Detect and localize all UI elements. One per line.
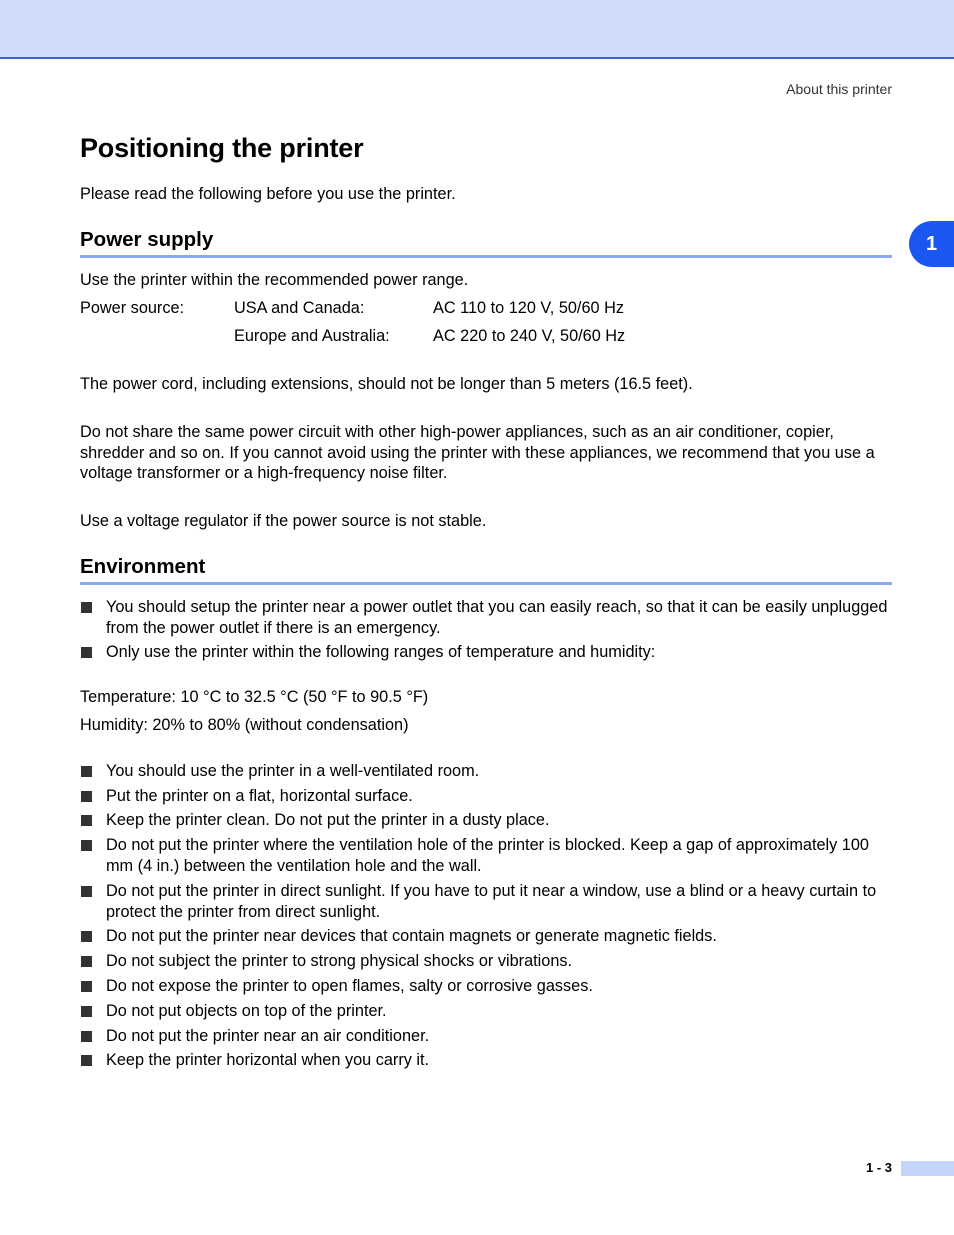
bullet-square-icon xyxy=(81,981,92,992)
bullet-square-icon xyxy=(81,1006,92,1017)
bullet-square-icon xyxy=(81,647,92,658)
list-item: Do not put the printer near an air conditioner. xyxy=(80,1026,892,1047)
power-circuit-paragraph: Do not share the same power circuit with other high-power appliances, such as an air conditioner, copier, shredder and so on. If you cannot avoid using the printer with these appliances, we recommend that you use a voltage transformer or a high-frequency noise filter. xyxy=(80,423,875,482)
chapter-tab: 1 xyxy=(909,221,954,267)
voltage-regulator-paragraph: Use a voltage regulator if the power source is not stable. xyxy=(80,512,487,530)
power-value: AC 220 to 240 V, 50/60 Hz xyxy=(433,327,626,345)
header-band xyxy=(0,0,954,59)
power-region: Europe and Australia: xyxy=(234,327,390,345)
power-cord-paragraph: The power cord, including extensions, should not be longer than 5 meters (16.5 feet). xyxy=(80,375,693,393)
bullet-square-icon xyxy=(81,766,92,777)
footer-band xyxy=(901,1161,954,1176)
page-title: Positioning the printer xyxy=(80,133,364,163)
bullet-square-icon xyxy=(81,956,92,967)
bullet-square-icon xyxy=(81,602,92,613)
list-item: Keep the printer clean. Do not put the printer in a dusty place. xyxy=(80,810,892,831)
running-header: About this printer xyxy=(786,81,892,97)
list-item: You should use the printer in a well-ventilated room. xyxy=(80,761,892,782)
power-value: AC 110 to 120 V, 50/60 Hz xyxy=(433,299,624,317)
bullet-square-icon xyxy=(81,1055,92,1066)
power-source-label: Power source: xyxy=(80,299,185,317)
power-range-text: Use the printer within the recommended power range. xyxy=(80,271,469,289)
list-item: Do not put the printer in direct sunlight. If you have to put it near a window, use a blind or a heavy curtain to protect the printer from direct sunlight. xyxy=(80,881,892,922)
list-item: Keep the printer horizontal when you carry it. xyxy=(80,1050,892,1071)
humidity-range: Humidity: 20% to 80% (without condensation) xyxy=(80,716,409,734)
temperature-range: Temperature: 10 °C to 32.5 °C (50 °F to 90.5 °F) xyxy=(80,688,429,706)
environment-heading: Environment xyxy=(80,555,892,585)
list-item: Do not put the printer near devices that contain magnets or generate magnetic fields. xyxy=(80,926,892,947)
bullet-square-icon xyxy=(81,1031,92,1042)
bullet-square-icon xyxy=(81,815,92,826)
power-region: USA and Canada: xyxy=(234,299,365,317)
list-item: Do not put the printer where the ventilation hole of the printer is blocked. Keep a gap of approximately 100 mm (4 in.) between the ventilation hole and the wall. xyxy=(80,835,892,876)
bullet-square-icon xyxy=(81,840,92,851)
power-supply-heading: Power supply xyxy=(80,228,892,258)
list-item: Put the printer on a flat, horizontal surface. xyxy=(80,786,892,807)
list-item: Do not subject the printer to strong physical shocks or vibrations. xyxy=(80,951,892,972)
intro-text: Please read the following before you use the printer. xyxy=(80,185,456,203)
list-item: Only use the printer within the following ranges of temperature and humidity: xyxy=(80,642,892,663)
bullet-square-icon xyxy=(81,886,92,897)
list-item: Do not expose the printer to open flames, salty or corrosive gasses. xyxy=(80,976,892,997)
bullet-square-icon xyxy=(81,791,92,802)
page-number: 1 - 3 xyxy=(865,1160,892,1175)
list-item: You should setup the printer near a power outlet that you can easily reach, so that it can be easily unplugged from the power outlet if there is an emergency. xyxy=(80,597,892,638)
bullet-square-icon xyxy=(81,931,92,942)
list-item: Do not put objects on top of the printer. xyxy=(80,1001,892,1022)
